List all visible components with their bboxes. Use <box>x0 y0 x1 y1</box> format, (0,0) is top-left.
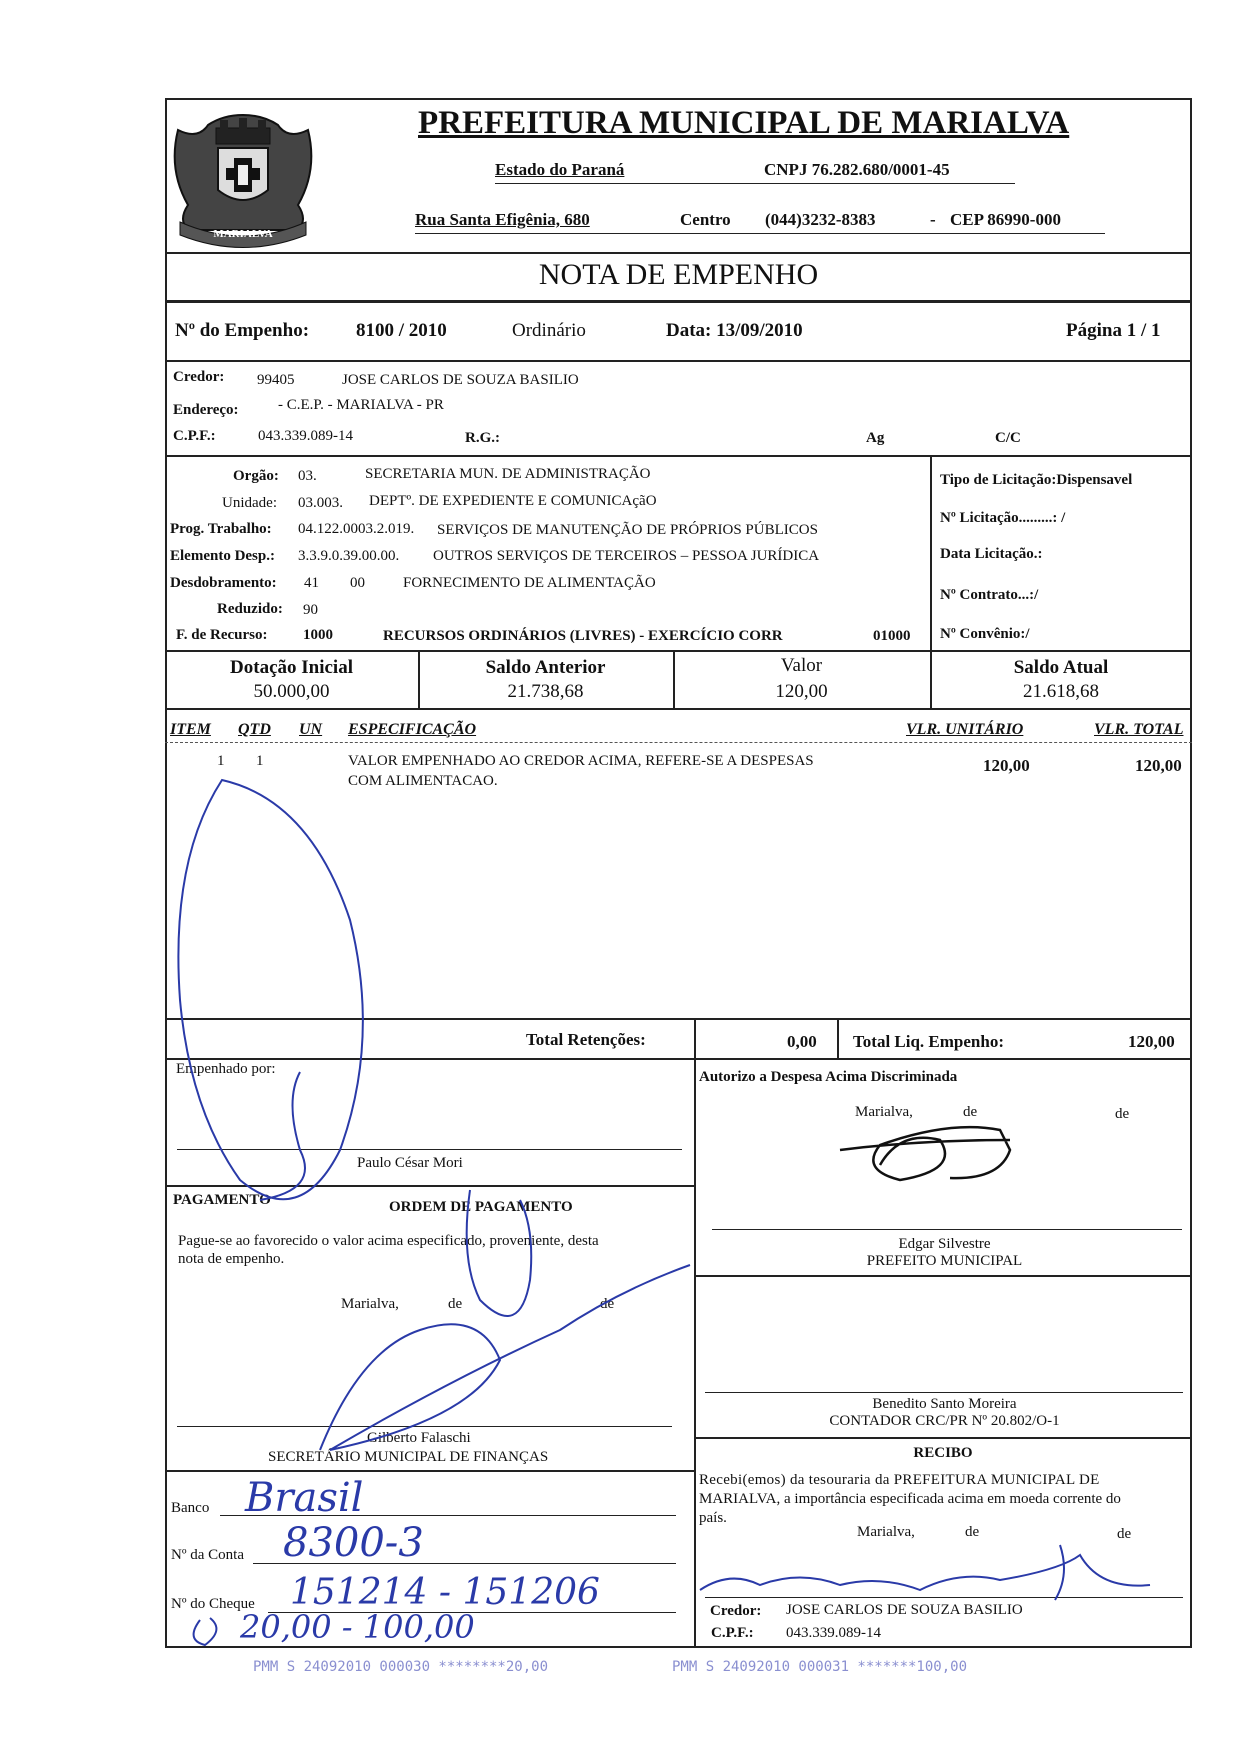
page-number: Página 1 / 1 <box>1066 320 1161 341</box>
prog-code: 04.122.0003.2.019. <box>298 521 415 537</box>
large-loop-stroke <box>178 780 362 1199</box>
endereco-value: - C.E.P. - MARIALVA - PR <box>278 397 444 413</box>
orgao-code: 03. <box>298 468 317 484</box>
empenhado-name: Paulo César Mori <box>357 1155 463 1171</box>
cheque-stamp-left: PMM S 24092010 000030 ********20,00 <box>253 1659 549 1675</box>
recibo-credor-label: Credor: <box>710 1603 762 1619</box>
ordem-stroke <box>467 1190 532 1316</box>
recibo-line2: MARIALVA, a importância especificada acima em moeda corrente do <box>699 1491 1121 1507</box>
prefeito-signature-stroke <box>840 1127 1010 1180</box>
prefeito-name: Edgar Silvestre <box>898 1236 991 1252</box>
cnpj: CNPJ 76.282.680/0001-45 <box>764 160 950 179</box>
col-unit: VLR. UNITÁRIO <box>906 721 1024 738</box>
municipality-title: PREFEITURA MUNICIPAL DE MARIALVA <box>418 105 1070 141</box>
cpf-label: C.P.F.: <box>173 428 216 444</box>
fonte-code: 1000 <box>303 627 333 643</box>
dotacao-value: 50.000,00 <box>253 681 330 702</box>
credor-signature-stroke <box>700 1545 1150 1600</box>
col-qtd: QTD <box>238 721 271 738</box>
pagamento-de2: de <box>600 1296 615 1312</box>
credor-name: JOSE CARLOS DE SOUZA BASILIO <box>342 372 579 388</box>
cc-label: C/C <box>995 430 1021 446</box>
unidade-code: 03.003. <box>298 495 343 511</box>
item-unit-value: 120,00 <box>983 756 1030 775</box>
saldo-atual-label: Saldo Atual <box>1013 657 1109 678</box>
empenhado-signature-stroke <box>260 1072 305 1200</box>
desdobramento-label: Desdobramento: <box>170 575 277 591</box>
address-district: Centro <box>680 210 731 229</box>
liquido-value: 120,00 <box>1128 1032 1175 1051</box>
item-total-value: 120,00 <box>1135 756 1182 775</box>
item-spec-line2: COM ALIMENTACAO. <box>348 773 498 789</box>
reduzido-value: 90 <box>303 602 318 618</box>
empenho-label: Nº do Empenho: <box>175 320 310 341</box>
initials-stroke <box>194 1618 217 1645</box>
dotacao-label: Dotação Inicial <box>230 657 353 678</box>
item-qtd: 1 <box>256 753 264 769</box>
col-spec: ESPECIFICAÇÃO <box>348 721 477 738</box>
item-number: 1 <box>217 753 225 769</box>
state-name: Estado do Paraná <box>495 160 625 179</box>
ag-label: Ag <box>866 430 885 446</box>
cheque-handwritten: 151214 - 151206 <box>290 1572 600 1613</box>
conta-label: Nº da Conta <box>171 1547 244 1563</box>
recibo-de1: de <box>965 1524 980 1540</box>
recibo-credor-name: JOSE CARLOS DE SOUZA BASILIO <box>786 1602 1023 1618</box>
autorizo-place: Marialva, <box>855 1104 913 1120</box>
valor-label: Valor <box>780 655 823 676</box>
desdobramento-code2: 00 <box>350 575 365 591</box>
rg-label: R.G.: <box>465 430 500 446</box>
banco-label: Banco <box>171 1500 210 1516</box>
prog-label: Prog. Trabalho: <box>170 521 272 537</box>
cheque-amount-handwritten: 20,00 - 100,00 <box>240 1608 475 1646</box>
pagamento-de1: de <box>448 1296 463 1312</box>
tipo-licitacao: Tipo de Licitação:Dispensavel <box>940 472 1133 488</box>
retencoes-label: Total Retenções: <box>526 1030 646 1049</box>
numero-licitacao: Nº Licitação.........: / <box>940 510 1066 526</box>
cpf-value: 043.339.089-14 <box>258 428 353 444</box>
saldo-anterior-label: Saldo Anterior <box>485 657 606 678</box>
conta-handwritten: 8300-3 <box>283 1520 424 1566</box>
cheque-stamp-right: PMM S 24092010 000031 *******100,00 <box>672 1659 968 1675</box>
recibo-cpf-label: C.P.F.: <box>711 1625 754 1641</box>
phone: (044)3232-8383 <box>765 210 876 229</box>
contador-role: CONTADOR CRC/PR Nº 20.802/O-1 <box>829 1413 1060 1429</box>
reduzido-label: Reduzido: <box>217 601 283 617</box>
desdobramento-desc: FORNECIMENTO DE ALIMENTAÇÃO <box>403 575 656 591</box>
orgao-desc: SECRETARIA MUN. DE ADMINISTRAÇÃO <box>365 466 651 482</box>
endereco-label: Endereço: <box>173 402 239 418</box>
empenho-date: Data: 13/09/2010 <box>666 320 803 341</box>
recibo-line1: Recebi(emos) da tesouraria da PREFEITURA MUNICIPAL DE <box>699 1472 1100 1488</box>
credor-label: Credor: <box>173 369 225 385</box>
fonte-desc: RECURSOS ORDINÁRIOS (LIVRES) - EXERCÍCIO CORR <box>383 628 783 644</box>
pagamento-place: Marialva, <box>341 1296 399 1312</box>
header-sep: - <box>930 210 936 229</box>
seal-text: MARIALVA <box>213 228 273 240</box>
desdobramento-code1: 41 <box>304 575 319 591</box>
recibo-de2: de <box>1117 1526 1132 1542</box>
empenho-type: Ordinário <box>512 320 586 341</box>
prog-desc: SERVIÇOS DE MANUTENÇÃO DE PRÓPRIOS PÚBLICOS <box>437 522 818 538</box>
recibo-title: RECIBO <box>913 1445 973 1461</box>
cheque-label: Nº do Cheque <box>171 1596 255 1612</box>
autorizo-de1: de <box>963 1104 978 1120</box>
autorizo-title: Autorizo a Despesa Acima Discriminada <box>699 1069 958 1085</box>
item-spec-line1: VALOR EMPENHADO AO CREDOR ACIMA, REFERE-SE A DESPESAS <box>348 753 814 769</box>
prefeito-role: PREFEITO MUNICIPAL <box>866 1253 1023 1269</box>
pagamento-text-line1: Pague-se ao favorecido o valor acima especificado, proveniente, desta <box>178 1233 599 1249</box>
unidade-desc: DEPTº. DE EXPEDIENTE E COMUNICAçãO <box>369 493 657 509</box>
empenho-number: 8100 / 2010 <box>356 320 447 341</box>
retencoes-value: 0,00 <box>787 1032 817 1051</box>
recibo-line3: país. <box>699 1510 727 1526</box>
fonte-number: 01000 <box>873 628 911 644</box>
address-street: Rua Santa Efigênia, 680 <box>415 210 590 229</box>
recibo-cpf-value: 043.339.089-14 <box>786 1625 881 1641</box>
elemento-code: 3.3.9.0.39.00.00. <box>298 548 400 564</box>
saldo-atual-value: 21.618,68 <box>1023 681 1099 702</box>
cep: CEP 86990-000 <box>950 210 1061 229</box>
col-un: UN <box>299 721 323 738</box>
autorizo-de2: de <box>1115 1106 1130 1122</box>
unidade-label: Unidade: <box>222 495 277 511</box>
pagamento-text-line2: nota de empenho. <box>178 1251 285 1267</box>
saldo-anterior-value: 21.738,68 <box>507 681 584 702</box>
valor-value: 120,00 <box>775 681 828 702</box>
col-total: VLR. TOTAL <box>1094 721 1184 738</box>
banco-handwritten: Brasil <box>245 1475 364 1521</box>
secretario-role: SECRETÁRIO MUNICIPAL DE FINANÇAS <box>268 1449 549 1465</box>
pagamento-title: PAGAMENTO <box>173 1192 271 1208</box>
numero-contrato: Nº Contrato...:/ <box>940 587 1039 603</box>
liquido-label: Total Liq. Empenho: <box>853 1032 1004 1051</box>
contador-name: Benedito Santo Moreira <box>872 1396 1017 1412</box>
orgao-label: Orgão: <box>233 468 279 484</box>
recibo-place: Marialva, <box>857 1524 915 1540</box>
elemento-label: Elemento Desp.: <box>170 548 275 564</box>
fonte-label: F. de Recurso: <box>176 627 268 643</box>
secretario-signature-stroke <box>320 1265 690 1450</box>
col-item: ITEM <box>170 721 211 738</box>
data-licitacao: Data Licitação.: <box>940 546 1043 562</box>
elemento-desc: OUTROS SERVIÇOS DE TERCEIROS – PESSOA JURÍDICA <box>433 548 820 564</box>
numero-convenio: Nº Convênio:/ <box>940 626 1030 642</box>
document-title: NOTA DE EMPENHO <box>538 258 819 291</box>
ordem-pagamento-title: ORDEM DE PAGAMENTO <box>389 1199 573 1215</box>
credor-code: 99405 <box>257 372 295 388</box>
empenhado-label: Empenhado por: <box>176 1061 276 1077</box>
secretario-name: Gilberto Falaschi <box>367 1430 471 1446</box>
